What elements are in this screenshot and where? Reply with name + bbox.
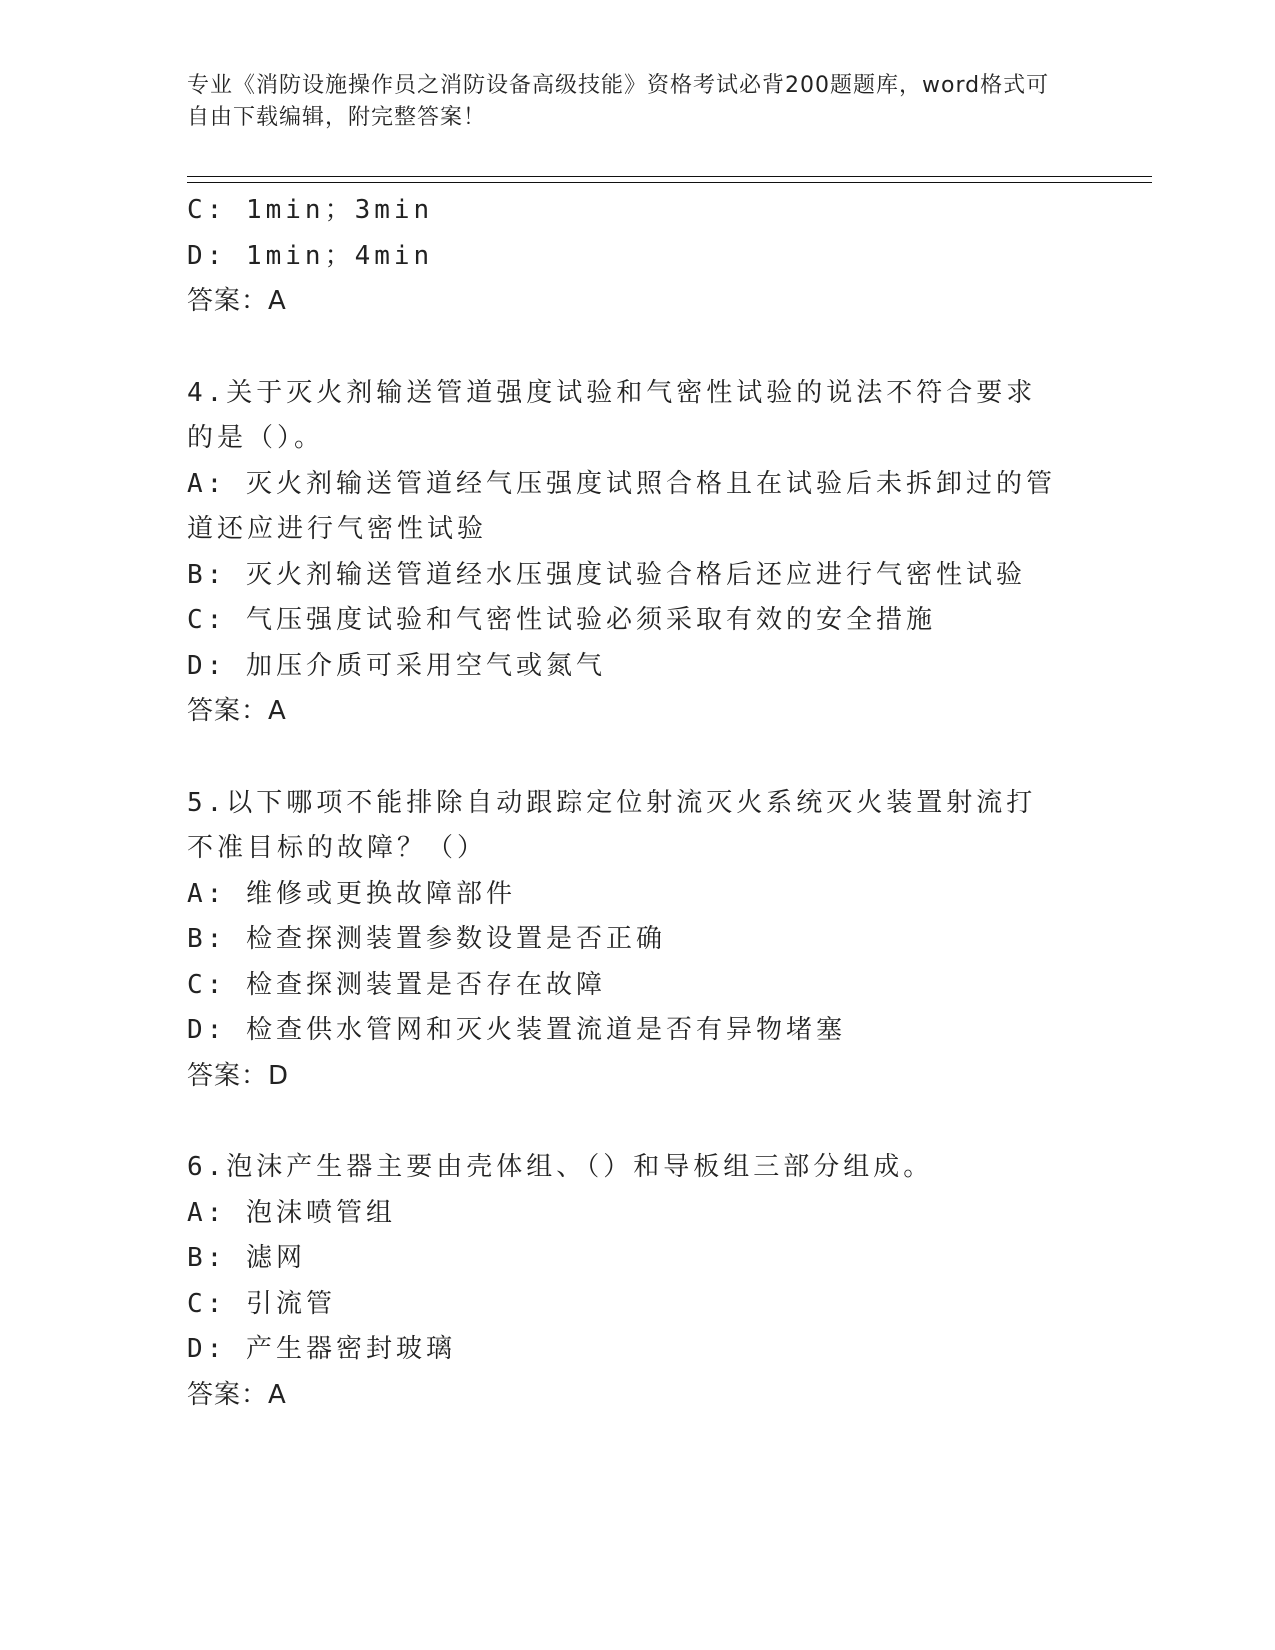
option-d: D: 1min；4min <box>187 240 434 271</box>
answer-line: 答案：A <box>187 696 287 726</box>
option-c: C: 1min；3min <box>187 195 434 225</box>
header-divider-bottom <box>187 182 1152 183</box>
option-b: B: 灭火剂输送管道经水压强度试验合格后还应进行气密性试验 <box>187 559 1026 590</box>
question-5 <box>187 781 1087 1100</box>
option-d: D: 产生器密封玻璃 <box>187 1334 456 1364</box>
question-4 <box>187 371 1087 735</box>
option-b: B: 检查探测装置参数设置是否正确 <box>187 924 666 954</box>
question-list <box>187 188 1087 1464</box>
option-a: A: 维修或更换故障部件 <box>187 878 516 909</box>
header-divider-top <box>187 176 1152 177</box>
question-6 <box>187 1145 1087 1418</box>
document-header: 专业《消防设施操作员之消防设备高级技能》资格考试必背200题题库，word格式可自由下载编辑，附完整答案！ <box>187 73 1050 130</box>
option-c: C: 检查探测装置是否存在故障 <box>187 969 606 1000</box>
question-stem: 4.关于灭火剂输送管道强度试验和气密性试验的说法不符合要求的是（）。 <box>187 377 1037 453</box>
option-a: A: 灭火剂输送管道经气压强度试照合格且在试验后未拆卸过的管道还应进行气密性试验 <box>187 468 1056 544</box>
option-c: C: 引流管 <box>187 1288 336 1319</box>
answer-line: 答案：D <box>187 1060 290 1091</box>
option-c: C: 气压强度试验和气密性试验必须采取有效的安全措施 <box>187 605 936 635</box>
question-stem: 5.以下哪项不能排除自动跟踪定位射流灭火系统灭火装置射流打不准目标的故障？（） <box>187 787 1037 863</box>
option-d: D: 加压介质可采用空气或氮气 <box>187 650 606 681</box>
answer-line: 答案：A <box>187 286 287 316</box>
option-d: D: 检查供水管网和灭火装置流道是否有异物堵塞 <box>187 1015 846 1045</box>
answer-line: 答案：A <box>187 1379 287 1410</box>
option-b: B: 滤网 <box>187 1243 306 1273</box>
question-stem: 6.泡沫产生器主要由壳体组、（）和导板组三部分组成。 <box>187 1152 934 1182</box>
option-a: A: 泡沫喷管组 <box>187 1197 396 1228</box>
question-3-continued <box>187 188 1087 325</box>
